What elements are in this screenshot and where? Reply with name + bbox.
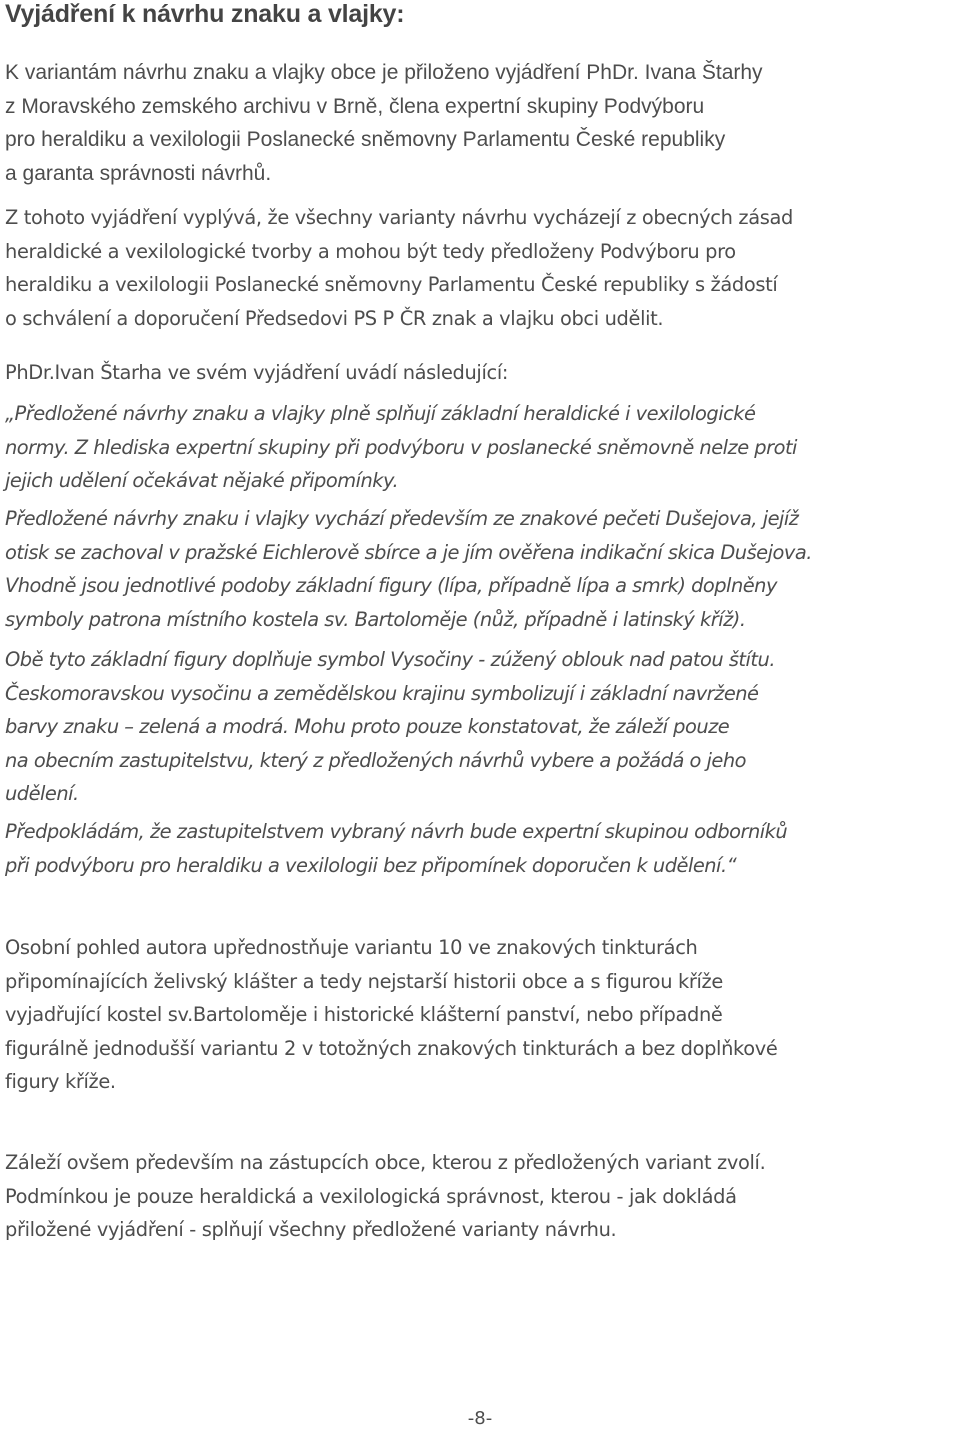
intro-paragraph [5, 56, 763, 190]
conclusion-paragraph [5, 201, 793, 335]
text-line: na obecním zastupitelstvu, který z předložených návrhů vybere a požádá o jeho [5, 748, 747, 772]
quote-intro [5, 356, 508, 390]
text-line: a garanta správnosti návrhů. [5, 161, 272, 185]
text-line: Z tohoto vyjádření vyplývá, že všechny varianty návrhu vycházejí z obecných zásad [5, 206, 793, 229]
quote-paragraph-4 [5, 815, 787, 882]
text-line: heraldiku a vexilologii Poslanecké sněmovny Parlamentu České republiky s žádostí [5, 273, 778, 296]
page-heading: Vyjádření k návrhu znaku a vlajky: [5, 0, 405, 28]
page-number: -8- [467, 1408, 493, 1429]
text-line: z Moravského zemského archivu v Brně, člena expertní skupiny Podvýboru [5, 94, 705, 118]
text-line: Předpokládám, že zastupitelstvem vybraný návrh bude expertní skupinou odborníků [5, 820, 788, 843]
text-line: Vhodně jsou jednotlivé podoby základní figury (lípa, případně lípa a smrk) doplněny [5, 574, 777, 597]
opinion-paragraph [5, 931, 777, 1099]
text-line: PhDr.Ivan Štarha ve svém vyjádření uvádí následující: [5, 361, 509, 384]
text-line: heraldické a vexilologické tvorby a mohou být tedy předloženy Podvýboru pro [5, 239, 736, 263]
text-line: o schválení a doporučení Předsedovi PS P ČR znak a vlajku obci udělit. [5, 306, 664, 330]
text-line: barvy znaku – zelená a modrá. Mohu proto pouze konstatovat, že záleží pouze [5, 715, 730, 738]
text-line: přiložené vyjádření - splňují všechny předložené varianty návrhu. [5, 1218, 617, 1241]
text-line: jejich udělení očekávat nějaké připomínky. [5, 469, 399, 492]
closing-paragraph [5, 1146, 765, 1247]
text-line: figury kříže. [5, 1070, 116, 1093]
quote-paragraph-3 [5, 643, 775, 811]
text-line: vyjadřující kostel sv.Bartoloměje i historické klášterní panství, nebo případně [5, 1003, 723, 1026]
text-line: Předložené návrhy znaku i vlajky vychází především ze znakové pečeti Dušejova, jejíž [5, 507, 799, 530]
text-line: Obě tyto základní figury doplňuje symbol Vysočiny - zúžený oblouk nad patou štítu. [5, 648, 775, 671]
text-line: Českomoravskou vysočinu a zemědělskou krajinu symbolizují i základní navržené [5, 681, 759, 705]
text-line: Podmínkou je pouze heraldická a vexilologická správnost, kterou - jak dokládá [5, 1184, 737, 1208]
text-line: udělení. [5, 782, 79, 805]
text-line: Osobní pohled autora upřednostňuje variantu 10 ve znakových tinkturách [5, 936, 698, 959]
quote-paragraph-1 [5, 397, 797, 498]
text-line: otisk se zachoval v pražské Eichlerově sbírce a je jím ověřena indikační skica Dušejova. [5, 540, 812, 564]
text-line: figurálně jednodušší variantu 2 v totožných znakových tinkturách a bez doplňkové [5, 1036, 778, 1060]
text-line: při podvýboru pro heraldiku a vexilologii bez připomínek doporučen k udělení.“ [5, 853, 737, 877]
text-line: pro heraldiku a vexilologii Poslanecké sněmovny Parlamentu České republiky [5, 128, 726, 151]
text-line: symboly patrona místního kostela sv. Bartoloměje (nůž, případně i latinský kříž). [5, 607, 746, 631]
text-line: Záleží ovšem především na zástupcích obce, kterou z předložených variant zvolí. [5, 1151, 766, 1174]
text-line: připomínajících želivský klášter a tedy nejstarší historii obce a s figurou kříže [5, 969, 723, 993]
text-line: normy. Z hlediska expertní skupiny při podvýboru v poslanecké sněmovně nelze proti [5, 435, 797, 459]
text-line: „Předložené návrhy znaku a vlajky plně splňují základní heraldické i vexilologické [5, 402, 756, 425]
text-line: K variantám návrhu znaku a vlajky obce je přiloženo vyjádření PhDr. Ivana Štarhy [5, 61, 763, 84]
quote-paragraph-2 [5, 502, 812, 636]
